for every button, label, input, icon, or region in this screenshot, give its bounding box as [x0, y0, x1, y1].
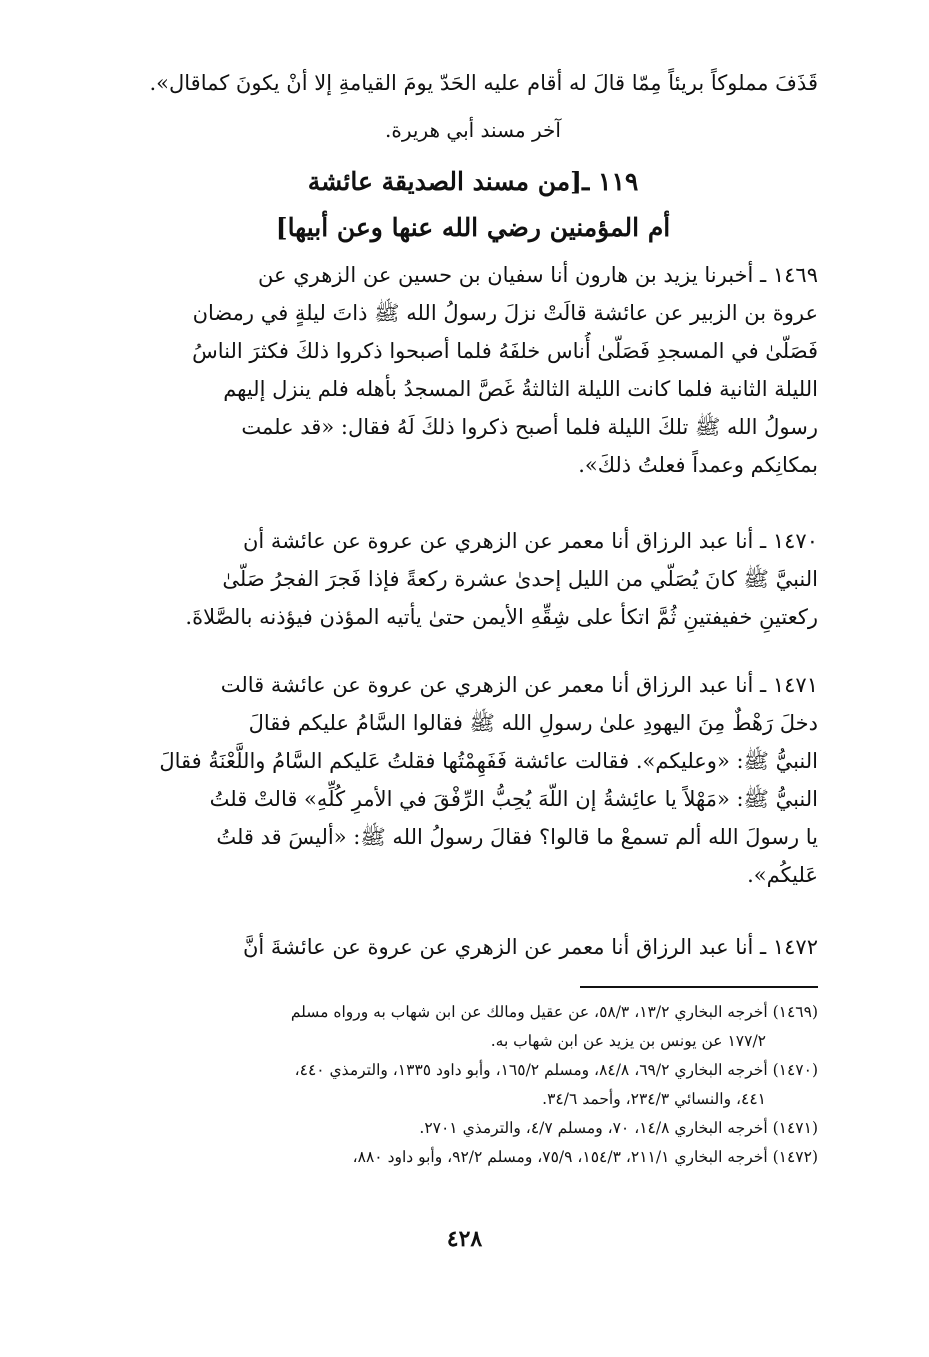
opening-paragraph	[128, 64, 818, 102]
footnote-1470-continued: ٤٤١، والنسائي ٢٣٤/٣، وأحمد ٣٤/٦.	[542, 1090, 766, 1108]
text-line: ١٤٧٠ ـ أنا عبد الرزاق أنا معمر عن الزهري عن عروة عن عائشة أن	[242, 529, 818, 553]
text-line: يا رسولَ الله ألم تسمعْ ما قالوا؟ فقالَ رسولُ الله ﷺ: «أليسَ قد قلتُ	[216, 825, 818, 849]
closing-note: آخر مسند أبي هريرة.	[385, 118, 561, 142]
hadith-1469	[128, 256, 818, 484]
text-line: رسولُ الله ﷺ تلكَ الليلة فلما أصبح ذكروا ذلكَ لَهُ فقال: «قد علمت	[241, 415, 818, 439]
text-line: ١٤٦٩ ـ أخبرنا يزيد بن هارون أنا سفيان بن حسين عن الزهري عن	[258, 263, 818, 287]
text-line: ١٤٧٢ ـ أنا عبد الرزاق أنا معمر عن الزهري عن عروة عن عائشةَ أنَّ	[242, 935, 818, 959]
footnotes	[128, 998, 818, 1172]
section-title-line-1: ١١٩ ـ[من مسند الصديقة عائشة	[307, 167, 639, 196]
text-line: النبيُّ ﷺ: «وعليكم». فقالت عائشة فَفَهِمْتُها فقلتُ عَليكم السَّامُ واللَّعْنَةُ فقالَ	[159, 749, 818, 773]
footnote-1472: (١٤٧٢) أخرجه البخاري ٢١١/١، ١٥٤/٣، ٧٥/٩، ومسلم ٩٢/٢، وأبو داود ٨٨٠،	[352, 1148, 818, 1166]
text-line: ركعتينِ خفيفتينِ ثُمَّ اتكأ على شِقِّهِ الأيمن حتىٰ يأتيه المؤذن فيؤذنه بالصَّلاةَ.	[185, 605, 818, 629]
page-number: ٤٢٨	[446, 1226, 483, 1252]
text-line: عروة بن الزبير عن عائشة قالَتْ نزلَ رسولُ الله ﷺ ذاتَ ليلةٍ في رمضان	[192, 301, 818, 325]
text-line: ١٤٧١ ـ أنا عبد الرزاق أنا معمر عن الزهري عن عروة عن عائشة قالت	[220, 673, 818, 697]
text-line: عَليكُم».	[747, 863, 818, 887]
footnote-1470: (١٤٧٠) أخرجه البخاري ٦٩/٢، ٨٤/٨، ومسلم ١٦٥/٢، وأبو داود ١٣٣٥، والترمذي ٤٤٠،	[294, 1061, 818, 1079]
footnote-1471: (١٤٧١) أخرجه البخاري ١٤/٨، ٧٠، ومسلم ٤/٧، والترمذي ٢٧٠١.	[419, 1119, 818, 1137]
text-line: فَصَلّىٰ في المسجدِ فَصَلّىٰ أُناس خلفَهُ فلما أصبحوا ذكروا ذلكَ فكثرَ الناسُ	[192, 339, 818, 363]
hadith-1471	[128, 666, 818, 894]
text-line: الليلة الثانية فلما كانت الليلة الثالثةُ غَصَّ المسجدُ بأهله فلم ينزل إليهم	[223, 377, 818, 401]
text-line: النبيُّ ﷺ: «مَهْلاً يا عائِشةُ إن اللّهَ يُحِبُّ الرِّفْقَ في الأمرِ كُلِّهِ» قالتْ قلتُ	[209, 787, 818, 811]
footnote-1469: (١٤٦٩) أخرجه البخاري ١٣/٢، ٥٨/٣، عن عقيل ومالك عن ابن شهاب به ورواه مسلم	[290, 1003, 818, 1021]
footnote-divider	[580, 986, 818, 988]
text-line: بمكانِكم وعمداً فعلتُ ذلكَ».	[578, 453, 818, 477]
footnote-1469-continued: ١٧٧/٢ عن يونس بن يزيد عن ابن شهاب به.	[490, 1032, 766, 1050]
text-line: قَذَفَ مملوكاً بريئاً مِمّا قالَ له أقام عليه الحَدّ يومَ القيامةِ إلا أنْ يكونَ كماقال».	[149, 71, 818, 95]
hadith-1470	[128, 522, 818, 636]
section-title-line-2: أم المؤمنين رضي الله عنها وعن أبيها]	[275, 213, 671, 242]
hadith-1472	[128, 928, 818, 966]
text-line: دخلَ رَهْطٌ مِنَ اليهودِ علىٰ رسولِ الله ﷺ فقالوا السَّامُ عليكم فقالَ	[248, 711, 818, 735]
text-line: النبيَّ ﷺ كانَ يُصَلّي من الليل إحدىٰ عشرة ركعةً فإذا فَجرَ الفجرُ صَلّىٰ	[222, 567, 818, 591]
